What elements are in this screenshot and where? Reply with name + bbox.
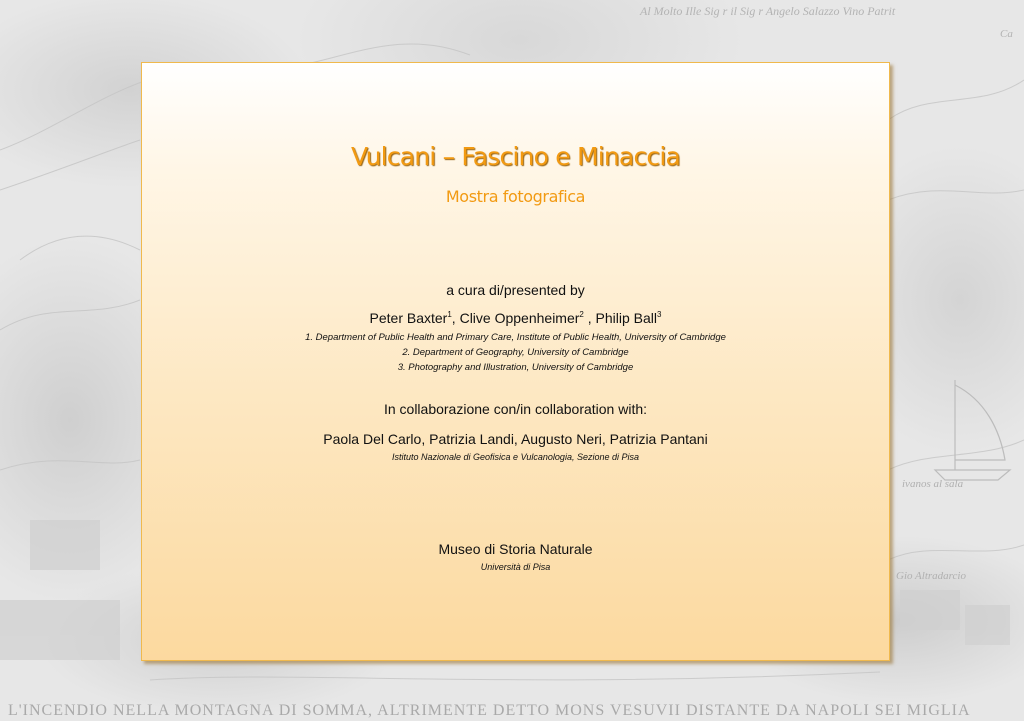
collaborators-line: Paola Del Carlo, Patrizia Landi, Augusto Neri, Patrizia Pantani	[323, 431, 708, 447]
affiliation-line: 3. Photography and Illustration, University of Cambridge	[397, 362, 634, 373]
author-affiliation-mark: 2	[579, 310, 584, 319]
engraving-dedication-2: Ca	[1000, 28, 1013, 40]
engraving-label: ivanos al sala	[902, 478, 964, 490]
author-affiliation-mark: 3	[657, 310, 662, 319]
engraving-label: Gio Altradarcio	[896, 570, 966, 582]
poster-subtitle: Mostra fotografica	[445, 187, 586, 206]
affiliation-line: 2. Department of Geography, University of Cambridge	[402, 347, 629, 358]
engraving-dedication: Al Molto Ille Sig r il Sig r Angelo Salazzo Vino Patrit	[640, 4, 896, 18]
poster-title: Vulcani – Fascino e Minaccia	[350, 142, 681, 171]
author-separator: ,	[451, 310, 460, 326]
author-name: Clive Oppenheimer	[459, 310, 580, 326]
engraving-caption: L'INCENDIO NELLA MONTAGNA DI SOMMA, ALTRIMENTE DETTO MONS VESUVII DISTANTE DA NAPOLI SEI MIGLIA	[8, 702, 971, 719]
museum-name: Museo di Storia Naturale	[438, 541, 593, 557]
author-separator: ,	[583, 310, 596, 326]
presented-by-label: a cura di/presented by	[446, 282, 585, 298]
author-affiliation-mark: 1	[447, 310, 452, 319]
museum-university: Università di Pisa	[480, 562, 551, 572]
poster-panel	[141, 62, 890, 661]
affiliation-line: 1. Department of Public Health and Primary Care, Institute of Public Health, University of Cambridge	[305, 332, 726, 343]
author-name: Philip Ball	[595, 310, 658, 326]
collaborator-institution: Istituto Nazionale di Geofisica e Vulcanologia, Sezione di Pisa	[392, 452, 639, 462]
collaboration-heading: In collaborazione con/in collaboration with:	[383, 401, 648, 417]
author-name: Peter Baxter	[369, 310, 448, 326]
authors-line	[142, 309, 889, 327]
